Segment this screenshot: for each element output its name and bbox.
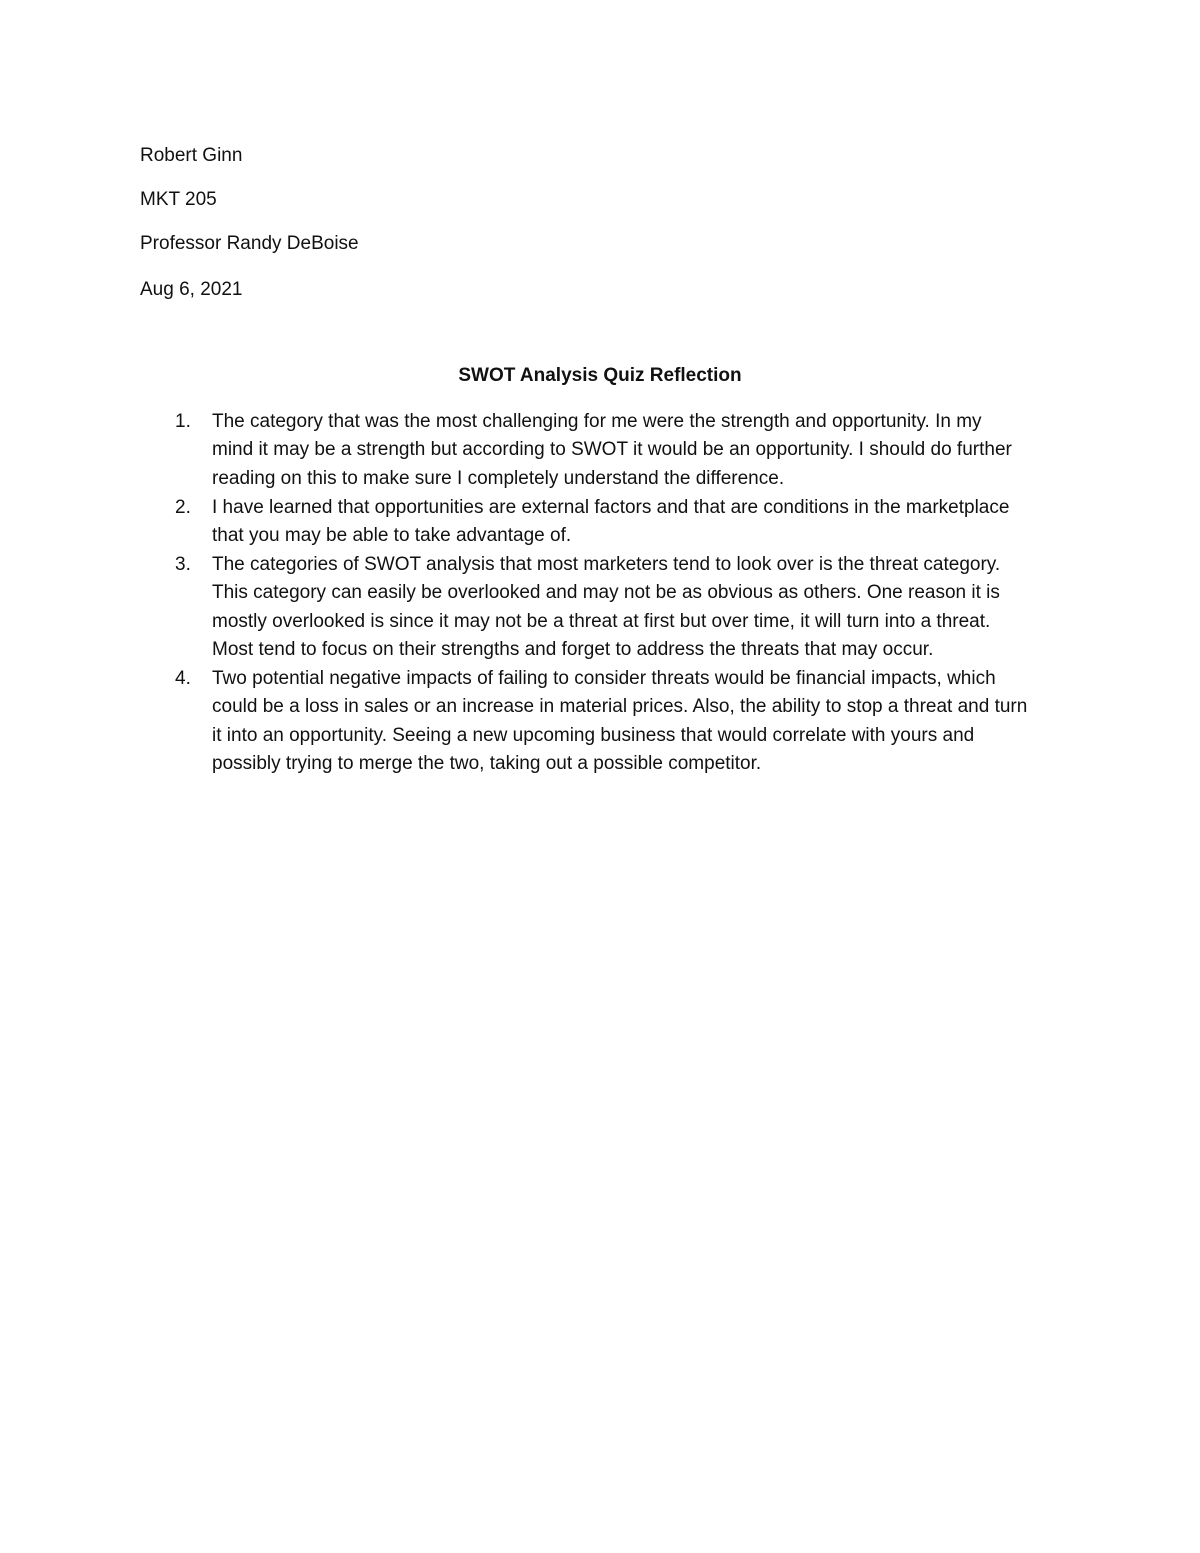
- answer-line: Two potential negative impacts of failing to consider threats would be financial impacts, which: [212, 667, 996, 689]
- answer-item: [140, 494, 1070, 551]
- answer-line: mind it may be a strength but according to SWOT it would be an opportunity. I should do further: [212, 439, 1012, 461]
- document-date: Aug 6, 2021: [140, 279, 243, 300]
- answer-line: possibly trying to merge the two, taking out a possible competitor.: [212, 753, 762, 775]
- answer-number: 1.: [175, 411, 191, 432]
- course-code: MKT 205: [140, 189, 217, 210]
- document-title: SWOT Analysis Quiz Reflection: [458, 365, 742, 386]
- answer-number: 4.: [175, 667, 191, 689]
- professor-name: Professor Randy DeBoise: [140, 233, 359, 254]
- answer-line: reading on this to make sure I completely understand the difference.: [212, 467, 785, 489]
- answer-item: [140, 408, 1070, 493]
- answer-line: it into an opportunity. Seeing a new upcoming business that would correlate with yours and: [212, 724, 975, 746]
- answer-item: [140, 665, 1070, 779]
- author-name: Robert Ginn: [140, 145, 243, 166]
- answer-line: The categories of SWOT analysis that most marketers tend to look over is the threat category.: [212, 553, 1001, 575]
- answer-line: I have learned that opportunities are external factors and that are conditions in the marketplace: [212, 496, 1010, 518]
- answer-line: Most tend to focus on their strengths and forget to address the threats that may occur.: [212, 639, 934, 661]
- answer-list: [140, 408, 1070, 779]
- answer-line: The category that was the most challenging for me were the strength and opportunity. In my: [212, 411, 982, 432]
- answer-line: could be a loss in sales or an increase in material prices. Also, the ability to stop a threat and turn: [212, 696, 1028, 718]
- answer-line: that you may be able to take advantage of.: [212, 525, 572, 547]
- answer-number: 3.: [175, 553, 191, 575]
- answer-item: [140, 551, 1070, 665]
- answer-line: This category can easily be overlooked and may not be as obvious as others. One reason it is: [212, 582, 1000, 604]
- answer-line: mostly overlooked is since it may not be a threat at first but over time, it will turn into a threat.: [212, 610, 991, 632]
- answer-number: 2.: [175, 496, 191, 518]
